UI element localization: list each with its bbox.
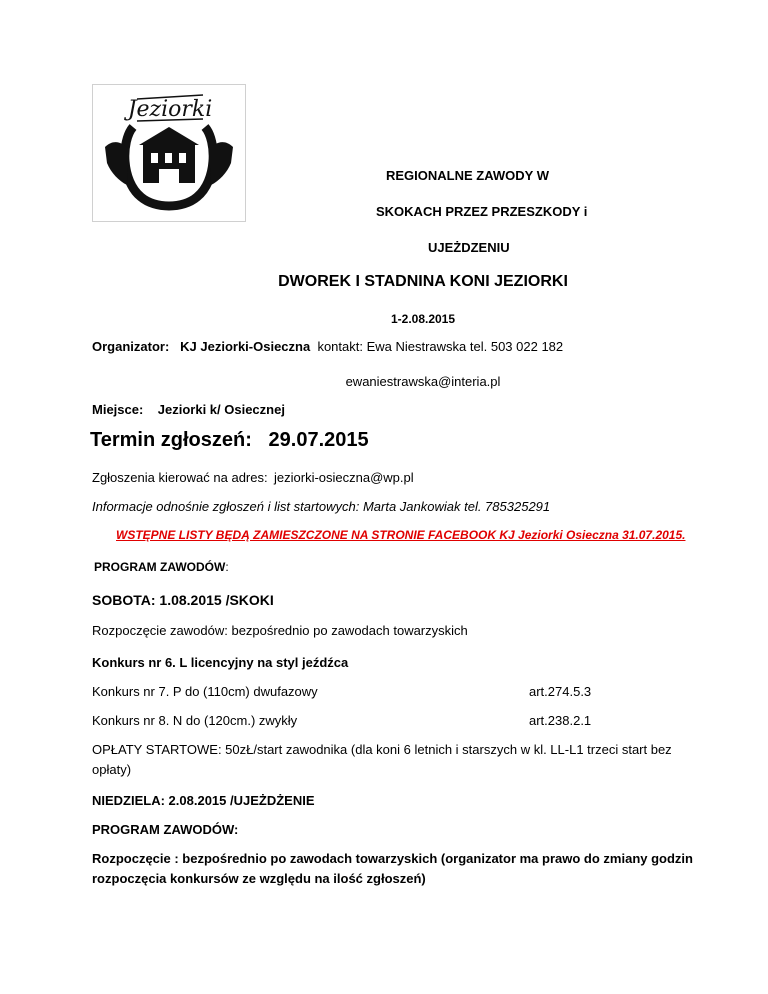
- fees-line-2: opłaty): [92, 762, 132, 777]
- header-line-2: SKOKACH PRZEZ PRZESZKODY i: [376, 204, 588, 219]
- sunday-program: PROGRAM ZAWODÓW:: [92, 822, 239, 837]
- place-line: [92, 402, 285, 417]
- program-label: PROGRAM ZAWODÓW: [94, 560, 226, 574]
- logo-text: Jeziorki: [127, 97, 213, 122]
- event-date: 1-2.08.2015: [390, 312, 456, 326]
- header-line-1: REGIONALNE ZAWODY W: [386, 168, 549, 183]
- place-value: Jeziorki k/ Osiecznej: [157, 402, 285, 417]
- submissions-label: Zgłoszenia kierować na adres:: [92, 470, 268, 485]
- program-heading: [94, 560, 229, 574]
- logo: [92, 84, 246, 222]
- sunday-heading: NIEDZIELA: 2.08.2015 /UJEŻDŻENIE: [92, 793, 315, 808]
- deadline-line: [90, 429, 369, 452]
- page-title: DWOREK I STADNINA KONI JEZIORKI: [278, 273, 568, 290]
- notice-line: WSTĘPNE LISTY BĘDĄ ZAMIESZCZONE NA STRONIE FACEBOOK KJ Jeziorki Osieczna 31.07.2015.: [116, 528, 686, 542]
- organizer-contact: kontakt: Ewa Niestrawska tel. 503 022 182: [317, 339, 564, 354]
- deadline-value: 29.07.2015: [268, 429, 369, 451]
- organizer-name: KJ Jeziorki-Osieczna: [180, 339, 311, 354]
- place-label: Miejsce:: [92, 402, 144, 417]
- horseshoe-logo-icon: [93, 85, 245, 221]
- competition-7-art: art.274.5.3: [529, 684, 592, 699]
- saturday-heading: SOBOTA: 1.08.2015 /SKOKI: [92, 592, 274, 608]
- competition-8: Konkurs nr 8. N do (120cm.) zwykły: [92, 713, 298, 728]
- fees-line-1: OPŁATY STARTOWE: 50zŁ/start zawodnika (dla koni 6 letnich i starszych w kl. LL-L1 trzeci start bez: [92, 742, 672, 757]
- competition-7: Konkurs nr 7. P do (110cm) dwufazowy: [92, 684, 318, 699]
- submissions-email[interactable]: jeziorki-osieczna@wp.pl: [274, 470, 414, 485]
- organizer-label: Organizator:: [92, 339, 170, 354]
- info-line: Informacje odnośnie zgłoszeń i list startowych: Marta Jankowiak tel. 785325291: [92, 499, 551, 514]
- competition-6: Konkurs nr 6. L licencyjny na styl jeźdźca: [92, 655, 349, 670]
- sunday-start-2: rozpoczęcia konkursów ze względu na ilość zgłoszeń): [92, 871, 426, 886]
- header-line-3: UJEŻDZENIU: [428, 240, 510, 255]
- organizer-line: [92, 339, 563, 354]
- organizer-email[interactable]: ewaniestrawska@interia.pl: [345, 374, 501, 389]
- competition-8-art: art.238.2.1: [529, 713, 592, 728]
- saturday-start: Rozpoczęcie zawodów: bezpośrednio po zawodach towarzyskich: [92, 623, 468, 638]
- program-colon: :: [225, 560, 229, 574]
- deadline-label: Termin zgłoszeń:: [90, 429, 252, 451]
- sunday-start-1: Rozpoczęcie : bezpośrednio po zawodach towarzyskich (organizator ma prawo do zmiany godzin: [92, 851, 693, 866]
